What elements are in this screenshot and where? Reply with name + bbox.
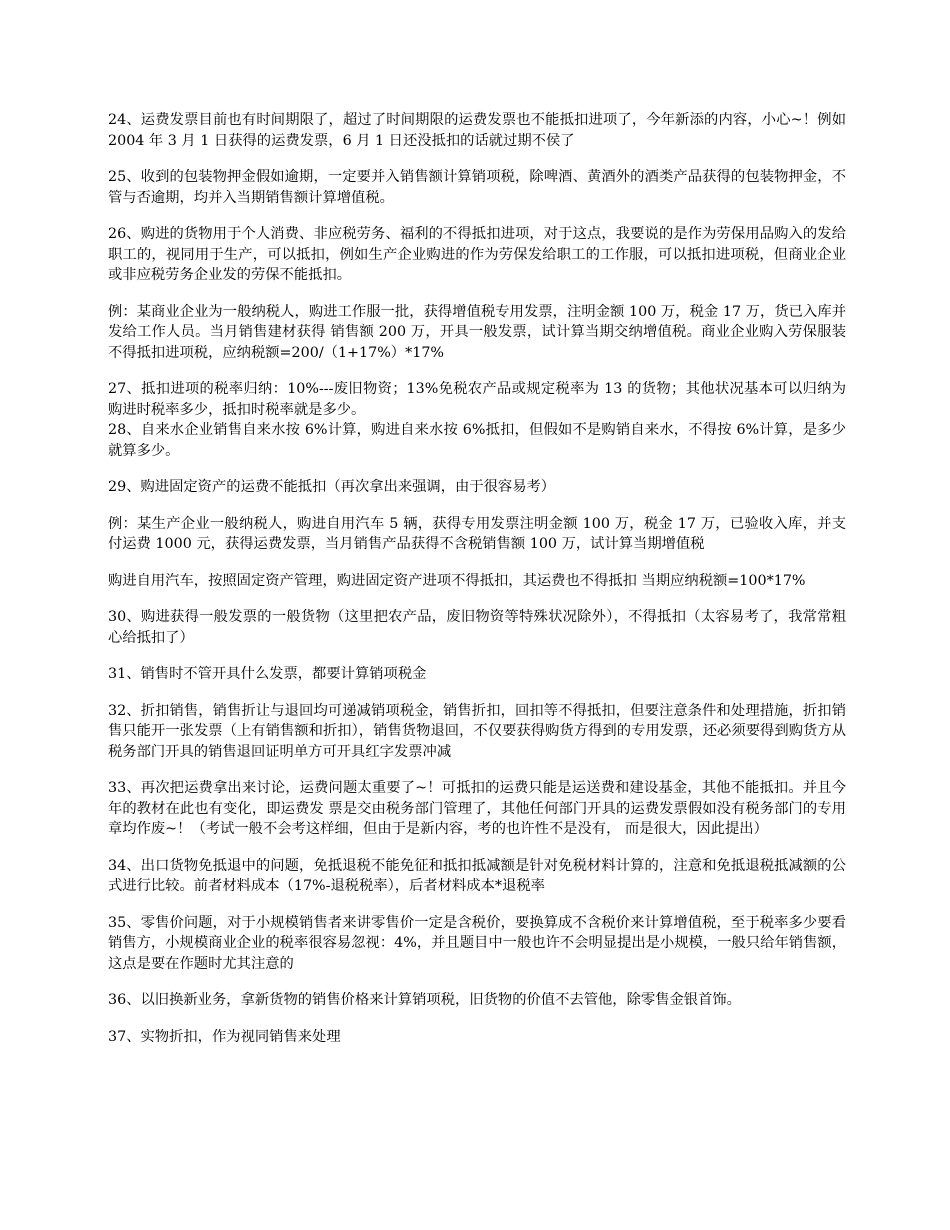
paragraph-37: 37、实物折扣，作为视同销售来处理 — [108, 1028, 341, 1045]
paragraph-35: 35、零售价问题，对于小规模销售者来讲零售价一定是含税价，要换算成不含税价来计算增值税，至于税率多少要看销售方，小规模商业企业的税率很容易忽视：4%，并且题目中一般也许不会明显提出是小规模，一般只给年销售额，这点是要在作题时尤其注意的 — [108, 914, 846, 972]
paragraph-25: 25、收到的包装物押金假如逾期，一定要并入销售额计算销项税，除啤酒、黄酒外的酒类产品获得的包装物押金，不管与否逾期，均并入当期销售额计算增值税。 — [108, 169, 846, 206]
paragraph-32: 32、折扣销售，销售折让与退回均可递减销项税金，销售折扣，回扣等不得抵扣，但要注意条件和处理措施，折扣销售只能开一张发票（上有销售额和折扣），销售货物退回，不仅要获得购货方得到的专用发票，还必须要得到购货方从税务部门开具的销售退回证明单方可开具红字发票冲减 — [108, 702, 846, 760]
paragraph-24: 24、运费发票目前也有时间期限了，超过了时间期限的运费发票也不能抵扣进项了，今年新添的内容，小心~！例如 2004 年 3 月 1 日获得的运费发票，6 月 1 日还没抵扣的话就过期不侯了 — [108, 112, 846, 149]
paragraph-31: 31、销售时不管开具什么发票，都要计算销项税金 — [108, 666, 427, 682]
paragraph-34: 34、出口货物免抵退中的问题，免抵退税不能免征和抵扣抵减额是针对免税材料计算的，注意和免抵退税抵减额的公式进行比较。前者材料成本（17%-退税税率），后者材料成本*退税率 — [108, 857, 846, 894]
paragraph-27: 27、抵扣进项的税率归纳：10%---废旧物资；13%免税农产品或规定税率为 13 的货物；其他状况基本可以归纳为购进时税率多少，抵扣时税率就是多少。 — [108, 381, 846, 418]
paragraph-28: 28、自来水企业销售自来水按 6%计算，购进自来水按 6%抵扣，但假如不是购销自来水，不得按 6%计算，是多少就算多少。 — [108, 422, 846, 459]
example-commercial-enterprise: 例：某商业企业为一般纳税人，购进工作服一批，获得增值税专用发票，注明金额 100 万，税金 17 万，货已入库并发给工作人员。当月销售建材获得 销售额 200 万，开具一般发票，试计算当期交纳增值税。商业企业购入劳保服装不得抵扣进项税，应纳税额=200/（1+17%）*17% — [108, 303, 846, 361]
document-body — [108, 110, 846, 1047]
paragraph-29: 29、购进固定资产的运费不能抵扣（再次拿出来强调，由于很容易考） — [108, 479, 556, 495]
paragraph-33: 33、再次把运费拿出来讨论，运费问题太重要了~！可抵扣的运费只能是运送费和建设基金，其他不能抵扣。并且今年的教材在此也有变化，即运费发 票是交由税务部门管理了，其他任何部门开具的运费发票假如没有税务部门的专用章均作废~！（考试一般不会考这样细，但由于是新内容，考的也许性不是没有， 而是很大，因此提出） — [108, 780, 846, 837]
paragraph-26: 26、购进的货物用于个人消费、非应税劳务、福利的不得抵扣进项，对于这点，我要说的是作为劳保用品购入的发给职工的，视同用于生产，可以抵扣，例如生产企业购进的作为劳保发给职工的工作服，可以抵扣进项税，但商业企业或非应税劳务企业发的劳保不能抵扣。 — [108, 226, 846, 283]
example-answer: 购进自用汽车，按照固定资产管理，购进固定资产进项不得抵扣，其运费也不得抵扣 当期应纳税额=100*17% — [108, 572, 806, 589]
example-production-enterprise: 例：某生产企业一般纳税人，购进自用汽车 5 辆，获得专用发票注明金额 100 万，税金 17 万，已验收入库，并支付运费 1000 元，获得运费发票，当月销售产品获得不含税销售额 100 万，试计算当期增值税 — [108, 515, 846, 552]
paragraph-36: 36、以旧换新业务，拿新货物的销售价格来计算销项税，旧货物的价值不去管他，除零售金银首饰。 — [108, 992, 741, 1008]
paragraph-30: 30、购进获得一般发票的一般货物（这里把农产品，废旧物资等特殊状况除外），不得抵扣（太容易考了，我常常粗心给抵扣了） — [108, 609, 846, 646]
